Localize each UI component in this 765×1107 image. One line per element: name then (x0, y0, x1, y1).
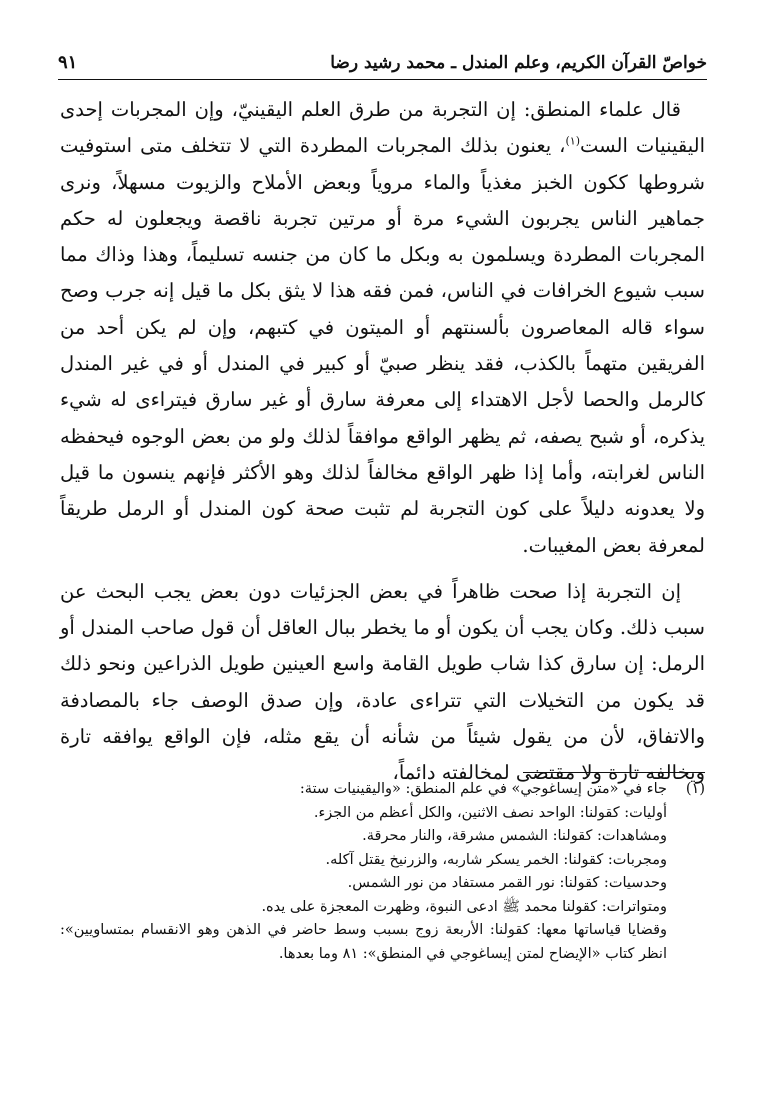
footnote-line: وحدسيات: كقولنا: نور القمر مستفاد من نور الشمس. (347, 875, 667, 891)
footnote-line: جاء في «متن إيساغوجي» في علم المنطق: «واليقينيات ستة: (299, 781, 667, 797)
footnote-separator (523, 772, 705, 773)
footnote-line: ومتواترات: كقولنا محمد ﷺ ادعى النبوة، وظهرت المعجزة على يده. (261, 898, 667, 915)
footnote-marker: (١) (685, 781, 705, 797)
footnote-line: ومشاهدات: كقولنا: الشمس مشرقة، والنار محرقة. (362, 828, 667, 844)
paragraph-1-part-a: قال علماء المنطق: إن التجربة من طرق العلم اليقينيّ، وإن المجربات إحدى اليقينيات الست (60, 98, 705, 158)
footnote-reference[interactable]: (١) (565, 134, 580, 148)
footnote-line: أوليات: كقولنا: الواحد نصف الاثنين، والكل أعظم من الجزء. (313, 804, 667, 821)
running-title: خواصّ القرآن الكريم، وعلم المندل ـ محمد رشيد رضا (330, 53, 707, 73)
main-text (60, 92, 705, 792)
page-header (58, 40, 707, 80)
footnote-1-first-line (60, 778, 705, 802)
footnote-line: وقضايا قياساتها معها: كقولنا: الأربعة زوج بسبب وسط حاضر في الذهن وهو الانقسام بمتساويين»: انظر كتاب «الإيضاح لمتن إيساغوجي في المنطق»: ٨١ وما بعدها. (60, 922, 667, 962)
paragraph-2: إن التجربة إذا صحت ظاهراً في بعض الجزئيات دون بعض يجب البحث عن سبب ذلك. وكان يجب أن يكون أو ما يخطر ببال العاقل أن قول صاحب المندل أو الرمل: إن سارق كذا شاب طويل القامة واسع العينين طويل الذراعين ونحو ذلك قد يكون من التخيلات التي تتراءى عادة، وإن صدق الوصف جاء بالمصادفة والاتفاق، لأن من يقول شيئاً من شأنه أن يقع مثله، فإن الواقع يوافقه تارة ويخالفه تارة ولا مقتضى لمخالفته دائماً، (60, 579, 705, 785)
page-number: ٩١ (58, 52, 78, 73)
footnote-line: ومجربات: كقولنا: الخمر يسكر شاربه، والزرنيخ يقتل آكله. (325, 851, 667, 868)
paragraph-1 (60, 92, 705, 564)
footnotes (60, 778, 705, 966)
paragraph-1-part-b: ، يعنون بذلك المجربات المطردة التي لا تتخلف متى استوفيت شروطها ككون الخبز مغذياً والماء مروياً وبعض الأملاح والزيوت مسهلاً، ونرى جماهير الناس يجربون الشيء مرة أو مرتين تجربة ناقصة ويجعلون له حكم المجربات المطردة ويسلمون به وبكل ما كان من جنسه تسليماً، وهذا وذاك مما سبب شيوع الخرافات في الناس، فمن فقه هذا لا يثق بكل ما قيل إنه جرب وصح سواء قاله المعاصرون بألسنتهم أو الميتون في كتبهم، وإن لم يكن أحد من الفريقين متهماً بالكذب، فقد ينظر صبيّ أو كبير في المندل أو في غير المندل كالرمل والحصا لأجل الاهتداء إلى معرفة سارق أو غير سارق فيتراءى له شيء يذكره، أو شبح يصفه، ثم يظهر الواقع موافقاً لذلك ولو من بعض الوجوه فيحفظه الناس لغرابته، وأما إذا ظهر الواقع مخالفاً لذلك وهو الأكثر فإنهم ينسون ما قيل ولا يعدونه دليلاً على كون التجربة لم تثبت صحة كون المندل أو الرمل طريقاً لمعرفة بعض المغيبات. (60, 134, 705, 557)
